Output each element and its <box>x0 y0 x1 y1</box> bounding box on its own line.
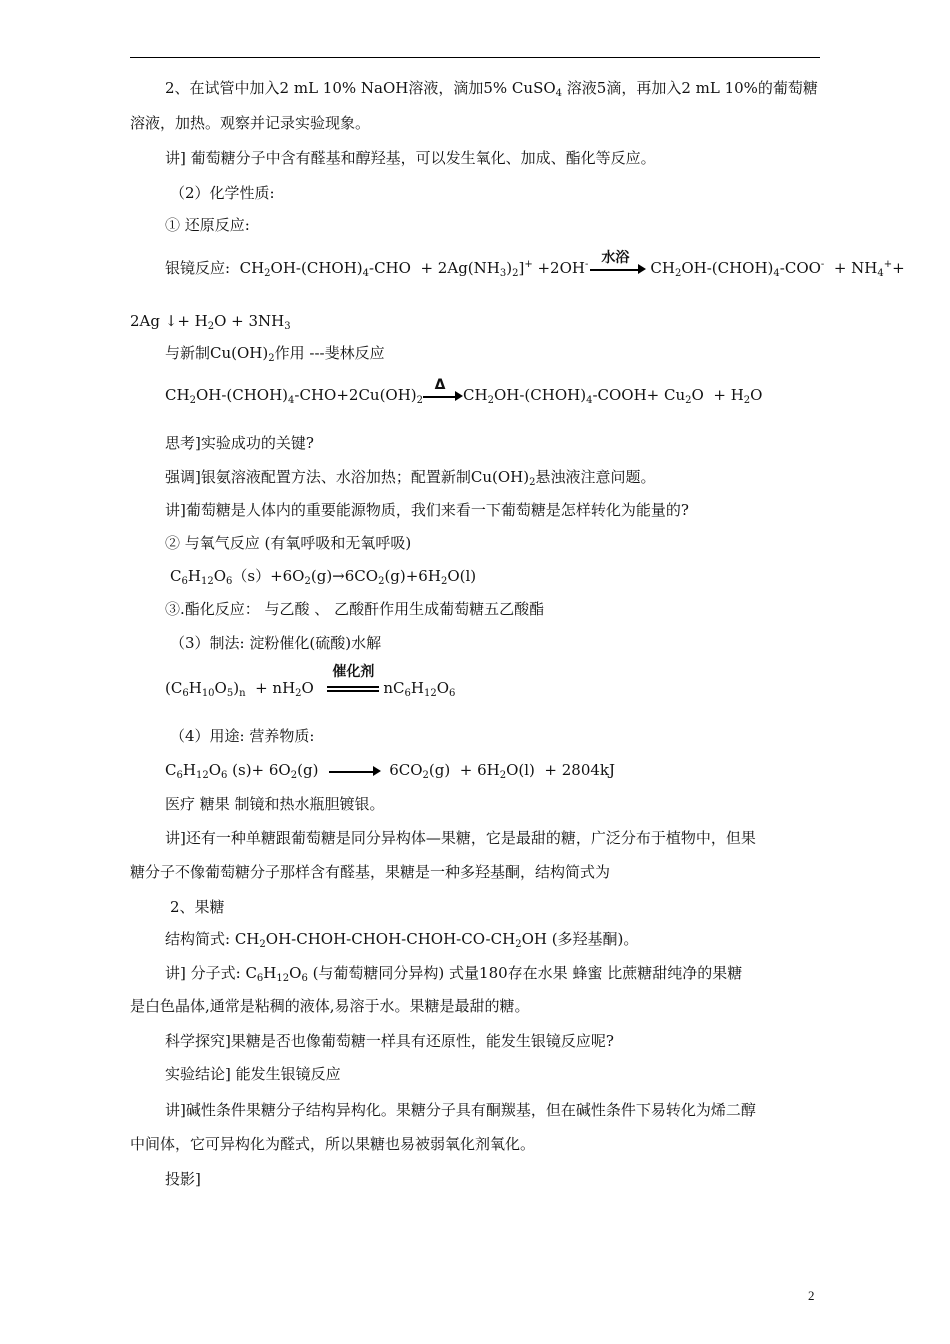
page-number: 2 <box>808 1288 815 1303</box>
equation-fehling: $CH_2OH-(CHOH)_4-CHO+2Cu(OH)_2$ Δ $CH_2OH-(CHOH)_4-COOH+ Cu_2O + H_2O$ <box>165 377 763 406</box>
section-heading: 2、果糖 <box>170 898 225 916</box>
text-line: 讲] 分子式: $C_6H_{12}O_6$ (与葡萄糖同分异构) 式量180存在水果 蜂蜜 比蔗糖甜纯净的果糖 <box>165 964 743 984</box>
text-line: 强调]银氨溶液配置方法、水浴加热；配置新制$Cu(OH)_2$悬浊液注意问题。 <box>165 468 656 488</box>
subsection-heading: ② 与氧气反应 (有氧呼吸和无氧呼吸) <box>165 534 412 552</box>
text-line: 科学探究]果糖是否也像葡萄糖一样具有还原性，能发生银镜反应呢? <box>165 1032 614 1050</box>
text-line: 是白色晶体,通常是粘稠的液体,易溶于水。果糖是最甜的糖。 <box>130 997 530 1015</box>
text-line: 讲]还有一种单糖跟葡萄糖是同分异构体—果糖，它是最甜的糖，广泛分布于植物中，但果 <box>165 829 756 847</box>
equation-continuation: 2Ag ↓+ $H_2O + 3NH_3$ <box>130 312 291 332</box>
text-line: 医疗 糖果 制镜和热水瓶胆镀银。 <box>165 795 385 813</box>
reaction-arrow-icon <box>329 769 375 773</box>
text-line: 讲]葡萄糖是人体内的重要能源物质，我们来看一下葡萄糖是怎样转化为能量的? <box>165 501 689 519</box>
subsection-heading: ③.酯化反应： 与乙酸 、 乙酸酐作用生成葡萄糖五乙酸酯 <box>165 600 545 618</box>
text-line: 与新制$Cu(OH)_2$作用 ---斐林反应 <box>165 344 385 364</box>
subsection-heading: ① 还原反应: <box>165 216 250 234</box>
text-line: 讲]碱性条件果糖分子结构异构化。果糖分子具有酮羰基，但在碱性条件下易转化为烯二醇 <box>165 1101 756 1119</box>
equation-oxidation: $C_6H_{12}O_6(s)+6O_2(g)\to 6CO_2(g)+6H_2O(l)$ <box>170 567 477 587</box>
equation-hydrolysis: $(C_6H_{10}O_5)_n + nH_2O$ 催化剂 $nC_6H_{12}O_6$ <box>165 664 456 699</box>
reaction-arrow-icon: 水浴 <box>590 267 640 271</box>
text-line: 实验结论] 能发生银镜反应 <box>165 1065 341 1083</box>
reaction-arrow-icon: Δ <box>423 394 457 398</box>
header-rule <box>130 57 820 58</box>
section-heading: （2）化学性质: <box>170 184 275 202</box>
text-line: 投影] <box>165 1170 201 1188</box>
text-line: 中间体，它可异构化为醛式，所以果糖也易被弱氧化剂氧化。 <box>130 1135 536 1153</box>
text-line: 结构简式: $CH_2OH-CHOH-CHOH-CHOH-CO-CH_2OH$ (多羟基酮)。 <box>165 930 639 950</box>
text-line: 溶液，加热。观察并记录实验现象。 <box>130 114 371 132</box>
text-line: 2、在试管中加入2 mL 10% NaOH溶液，滴加5% CuSO$_4$ 溶液5滴，再加入2 mL 10%的葡萄糖 <box>165 79 818 99</box>
section-heading: （3）制法: 淀粉催化(硫酸)水解 <box>170 634 382 652</box>
equation-silver-mirror: 银镜反应: $CH_2OH-(CHOH)_4$-CHO + $2Ag(NH_3)_2]^+ +2OH^-$ 水浴 $CH_2OH-(CHOH)_4-COO^- + NH_4^++$ <box>165 250 905 279</box>
text-line: 思考]实验成功的关键? <box>165 434 314 452</box>
equation-combustion: $C_6H_{12}O_6$ $(s)+ 6O_2(g)$ $6CO_2(g) + 6H_2O(l) + 2804kJ$ <box>165 761 616 781</box>
text-line: 糖分子不像葡萄糖分子那样含有醛基，果糖是一种多羟基酮，结构简式为 <box>130 863 611 881</box>
equilibrium-sign-icon: 催化剂 <box>327 684 379 694</box>
text-line: 讲] 葡萄糖分子中含有醛基和醇羟基，可以发生氧化、加成、酯化等反应。 <box>165 149 656 167</box>
section-heading: （4）用途: 营养物质: <box>170 727 315 745</box>
